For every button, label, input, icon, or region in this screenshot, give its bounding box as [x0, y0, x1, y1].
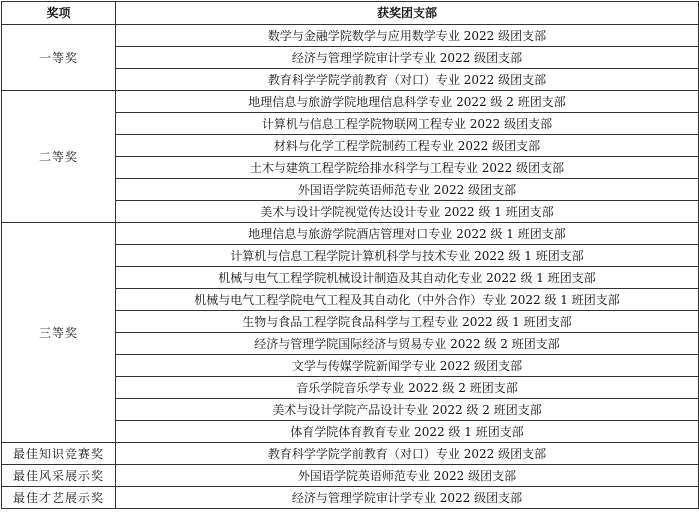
table-row	[2, 487, 699, 509]
branch-name-cell: 数学与金融学院数学与应用数学专业 2022 级团支部	[116, 25, 699, 47]
award-table	[1, 1, 699, 509]
table-row	[2, 223, 699, 245]
table-row	[2, 25, 699, 47]
branch-name-cell: 经济与管理学院国际经济与贸易专业 2022 级 2 班团支部	[116, 333, 699, 355]
header-row	[2, 2, 699, 25]
award-category-cell: 三等奖	[2, 223, 116, 443]
branch-name-cell: 文学与传媒学院新闻学专业 2022 级团支部	[116, 355, 699, 377]
table-row	[2, 465, 699, 487]
table-row	[2, 91, 699, 113]
branch-name-cell: 音乐学院音乐学专业 2022 级 2 班团支部	[116, 377, 699, 399]
branch-name-cell: 土木与建筑工程学院给排水科学与工程专业 2022 级团支部	[116, 157, 699, 179]
branch-name-cell: 外国语学院英语师范专业 2022 级团支部	[116, 465, 699, 487]
award-category-cell: 最佳风采展示奖	[2, 465, 116, 487]
award-category-cell: 最佳才艺展示奖	[2, 487, 116, 509]
award-category-cell: 二等奖	[2, 91, 116, 223]
branch-name-cell: 材料与化学工程学院制药工程专业 2022 级团支部	[116, 135, 699, 157]
branch-name-cell: 外国语学院英语师范专业 2022 级团支部	[116, 179, 699, 201]
branch-name-cell: 机械与电气工程学院电气工程及其自动化（中外合作）专业 2022 级 1 班团支部	[116, 289, 699, 311]
branch-name-cell: 地理信息与旅游学院地理信息科学专业 2022 级 2 班团支部	[116, 91, 699, 113]
branch-name-cell: 美术与设计学院产品设计专业 2022 级 2 班团支部	[116, 399, 699, 421]
branch-name-cell: 生物与食品工程学院食品科学与工程专业 2022 级 1 班团支部	[116, 311, 699, 333]
branch-name-cell: 计算机与信息工程学院计算机科学与技术专业 2022 级 1 班团支部	[116, 245, 699, 267]
branch-name-cell: 美术与设计学院视觉传达设计专业 2022 级 1 班团支部	[116, 201, 699, 223]
branch-name-cell: 机械与电气工程学院机械设计制造及其自动化专业 2022 级 1 班团支部	[116, 267, 699, 289]
award-category-cell: 一等奖	[2, 25, 116, 91]
branch-name-cell: 经济与管理学院审计学专业 2022 级团支部	[116, 47, 699, 69]
branch-name-cell: 教育科学学院学前教育（对口）专业 2022 级团支部	[116, 69, 699, 91]
branch-name-cell: 经济与管理学院审计学专业 2022 级团支部	[116, 487, 699, 509]
branch-name-cell: 教育科学学院学前教育（对口）专业 2022 级团支部	[116, 443, 699, 465]
award-category-cell: 最佳知识竞赛奖	[2, 443, 116, 465]
award-table-body	[2, 25, 699, 509]
branch-name-cell: 体育学院体育教育专业 2022 级 1 班团支部	[116, 421, 699, 443]
branch-name-cell: 计算机与信息工程学院物联网工程专业 2022 级团支部	[116, 113, 699, 135]
table-row	[2, 443, 699, 465]
branch-name-cell: 地理信息与旅游学院酒店管理对口专业 2022 级 1 班团支部	[116, 223, 699, 245]
branch-column-header: 获奖团支部	[116, 2, 699, 25]
award-column-header: 奖项	[2, 2, 116, 25]
